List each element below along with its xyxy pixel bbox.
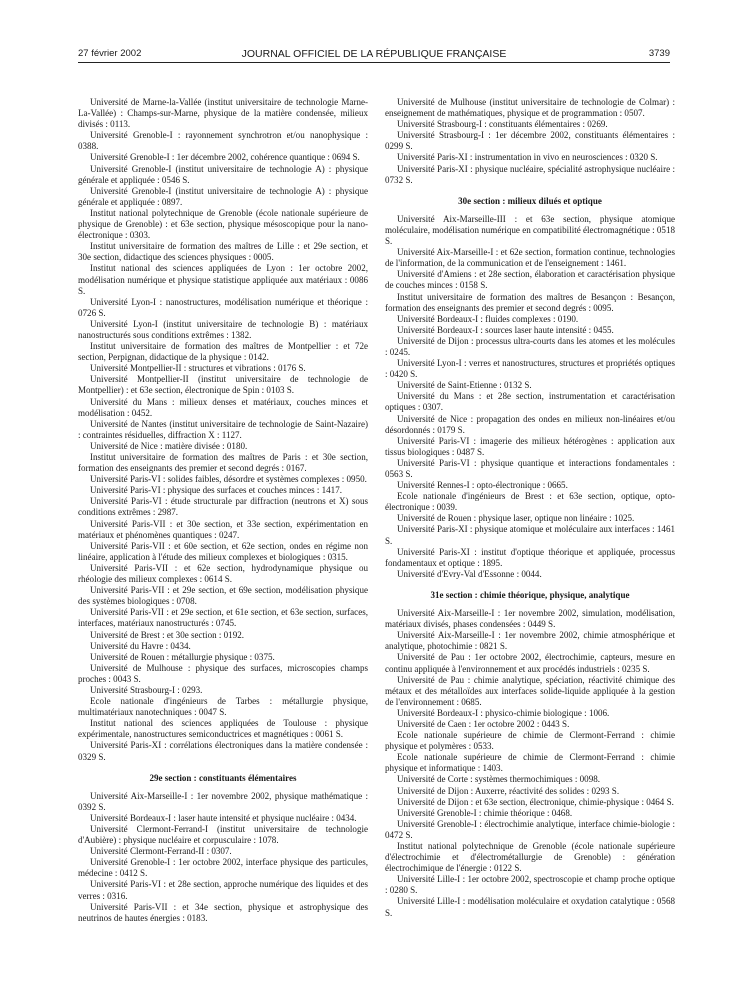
entry: Université Rennes-I : opto-électronique : 0665.: [397, 480, 568, 491]
entry: Université de Rouen : métallurgie physique : 0375.: [90, 651, 275, 662]
right-column: [385, 97, 675, 919]
entry: Université Paris-XI : institut d'optique théorique et appliquée, processus fondamentaux et optique : 1895.: [385, 546, 675, 568]
entry: Université de Nice : propagation des ondes en milieux non-linéaires et/ou désordonnés : 0179 S.: [385, 413, 675, 435]
entry: Université Grenoble-I : 1er octobre 2002, interface physique des particules, médecine : 0412 S.: [78, 857, 368, 879]
entry: Université Paris-XI : instrumentation in vivo en neurosciences : 0320 S.: [397, 152, 658, 163]
entry: Université Paris-VI : et 28e section, approche numérique des liquides et des verres : 0316.: [78, 879, 368, 901]
right-entries-a: [385, 97, 675, 186]
entry: Université Paris-VI : physique quantique et interactions fondamentales : 0563 S.: [385, 457, 675, 479]
entry: Ecole nationale d'ingénieurs de Tarbes : métallurgie physique, multimatériaux nanotechniques : 0047 S.: [78, 696, 368, 718]
entry: Université Paris-XI : corrélations électroniques dans la matière condensée : 0329 S.: [78, 740, 368, 762]
entry: Université Lyon-I (institut universitaire de technologie B) : matériaux nanostructurés sous conditions extrêmes : 1382.: [78, 318, 368, 340]
entry: Université Grenoble-I : rayonnement synchrotron et/ou nanophysique : 0388.: [78, 130, 368, 152]
left-entries-b: [78, 791, 368, 924]
entry: Université Aix-Marseille-I : et 62e section, formation continue, technologies de l'information, de la communication et de l'enseignement : 1461.: [385, 247, 675, 269]
entry: Université de Nantes (institut universitaire de technologie de Saint-Nazaire) : contraintes résiduelles, diffraction X : 1127.: [78, 418, 368, 440]
right-entries-c: [385, 608, 675, 919]
entry: Université Strasbourg-I : 0293.: [90, 684, 203, 695]
entry: Université Grenoble-I : 1er décembre 2002, cohérence quantique : 0694 S.: [90, 152, 360, 163]
entry: Institut universitaire de formation des maîtres de Montpellier : et 72e section, Perpignan, didactique de la physique : 0142.: [78, 341, 368, 363]
entry: Université Aix-Marseille-III : et 63e section, physique atomique moléculaire, modélisation numérique en compatibilité électromagnétique : 0518 S.: [385, 213, 675, 247]
entry: Université du Mans : milieux denses et matériaux, couches minces et modélisation : 0452.: [78, 396, 368, 418]
entry: Université de Dijon : et 63e section, électronique, chimie-physique : 0464 S.: [397, 796, 674, 807]
entry: Université Paris-VII : et 29e section, et 61e section, et 63e section, surfaces, interfaces, matériaux nanostructurés : 0745.: [78, 607, 368, 629]
entry: Université Paris-VI : physique des surfaces et couches minces : 1417.: [90, 485, 342, 496]
section-heading-29: 29e section : constituants élémentaires: [149, 772, 297, 783]
entry: Université de Dijon : Auxerre, réactivité des solides : 0293 S.: [397, 785, 620, 796]
issue-date: 27 février 2002: [78, 48, 142, 59]
section-heading-30: 30e section : milieux dilués et optique: [458, 195, 602, 206]
entry: Institut national des sciences appliquées de Toulouse : physique expérimentale, nanostructures semiconductrices et magnétiques : 0061 S.: [78, 718, 368, 740]
entry: Université Clermont-Ferrand-I (institut universitaire de technologie d'Aubière) : physique nucléaire et corpusculaire : 1078.: [78, 824, 368, 846]
entry: Université Paris-VII : et 30e section, et 33e section, expérimentation en matériaux et phénomènes quantiques : 0247.: [78, 518, 368, 540]
entry: Université Aix-Marseille-I : 1er novembre 2002, chimie atmosphérique et analytique, photochimie : 0821 S.: [385, 630, 675, 652]
entry: Ecole nationale d'ingénieurs de Brest : et 63e section, optique, opto-électronique : 0039.: [385, 491, 675, 513]
left-entries-a: [78, 97, 368, 763]
entry: Université du Mans : et 28e section, instrumentation et caractérisation optiques : 0307.: [385, 391, 675, 413]
entry: Ecole nationale supérieure de chimie de Clermont-Ferrand : chimie physique et polymères : 0533.: [385, 730, 675, 752]
entry: Université d'Amiens : et 28e section, élaboration et caractérisation physique de couches minces : 0158 S.: [385, 269, 675, 291]
entry: Institut universitaire de formation des maîtres de Lille : et 29e section, et 30e section, didactique des sciences physiques : 0005.: [78, 241, 368, 263]
entry: Université Paris-VI : solides faibles, désordre et systèmes complexes : 0950.: [90, 474, 367, 485]
entry: Institut universitaire de formation des maîtres de Paris : et 30e section, formation des enseignants des premier et second degrés : 0167.: [78, 452, 368, 474]
entry: Université de Marne-la-Vallée (institut universitaire de technologie Marne-La-Vallée) : Champs-sur-Marne, physique de la matière condensée, milieux divisés : 0113.: [78, 97, 368, 130]
entry: Université Strasbourg-I : 1er décembre 2002, constituants élémentaires : 0299 S.: [385, 130, 675, 152]
entry: Université Lyon-I : verres et nanostructures, structures et propriétés optiques : 0420 S.: [385, 358, 675, 380]
entry: Université de Mulhouse : physique des surfaces, microscopies champs proches : 0043 S.: [78, 662, 368, 684]
entry: Université Aix-Marseille-I : 1er novembre 2002, physique mathématique : 0392 S.: [78, 790, 368, 812]
entry: Université Bordeaux-I : laser haute intensité et physique nucléaire : 0434.: [90, 812, 357, 823]
entry: Université Bordeaux-I : sources laser haute intensité : 0455.: [397, 324, 614, 335]
entry: Institut national polytechnique de Grenoble (école nationale supérieure de physique de Grenoble) : et 63e section, physique mésoscopique pour la nano-électronique : 0303.: [78, 207, 368, 241]
entry: Université du Havre : 0434.: [90, 640, 191, 651]
entry: Université de Corte : systèmes thermochimiques : 0098.: [397, 774, 601, 785]
entry: Université de Dijon : processus ultra-courts dans les atomes et les molécules : 0245.: [385, 335, 675, 357]
entry: Université d'Evry-Val d'Essonne : 0044.: [397, 568, 542, 579]
entry: Université Grenoble-I : électrochimie analytique, interface chimie-biologie : 0472 S.: [385, 818, 675, 840]
entry: Université Lyon-I : nanostructures, modélisation numérique et théorique : 0726 S.: [78, 296, 368, 318]
entry: Université de Mulhouse (institut universitaire de technologie de Colmar) : enseignement de mathématiques, physique et de programmation : 0507.: [385, 97, 675, 119]
entry: Université Clermont-Ferrand-II : 0307.: [90, 846, 232, 857]
entry: Université Aix-Marseille-I : 1er novembre 2002, simulation, modélisation, matériaux divisés, phases condensées : 0449 S.: [385, 608, 675, 630]
entry: Université Paris-VII : et 34e section, physique et astrophysique des neutrinos de hautes énergies : 0183.: [78, 901, 368, 923]
entry: Université Paris-VII : et 62e section, hydrodynamique physique ou rhéologie des milieux complexes : 0614 S.: [78, 562, 368, 585]
entry: Institut national polytechnique de Grenoble (école nationale supérieure d'électrochimie et d'électrométallurgie de Grenoble) : génération électrochimique de l'énergie : 0122 S.: [385, 841, 675, 874]
page-number: 3739: [648, 48, 670, 59]
entry: Université Paris-VI : étude structurale par diffraction (neutrons et X) sous conditions extrêmes : 2987.: [78, 496, 368, 518]
entry: Université Montpellier-II : structures et vibrations : 0176 S.: [90, 363, 306, 374]
entry: Université de Rouen : physique laser, optique non linéaire : 1025.: [397, 513, 635, 524]
entry: Université de Caen : 1er octobre 2002 : 0443 S.: [397, 718, 570, 729]
entry: Ecole nationale supérieure de chimie de Clermont-Ferrand : chimie physique et informatique : 1403.: [385, 752, 675, 774]
entry: Université Paris-VI : imagerie des milieux hétérogènes : application aux tissus biologiques : 0487 S.: [385, 435, 675, 457]
entry: Institut national des sciences appliquées de Lyon : 1er octobre 2002, modélisation numérique et physique statistique appliquée aux matériaux : 0086 S.: [78, 263, 368, 296]
journal-title: JOURNAL OFFICIEL DE LA RÉPUBLIQUE FRANÇAISE: [241, 48, 507, 60]
entry: Institut universitaire de formation des maîtres de Besançon : Besançon, formation des enseignants des premier et second degrés : 0095.: [385, 291, 675, 313]
entry: Université de Saint-Etienne : 0132 S.: [397, 380, 532, 391]
entry: Université de Pau : 1er octobre 2002, électrochimie, capteurs, mesure en continu appliquée à l'environnement et aux procédés industriels : 0235 S.: [385, 652, 675, 674]
section-heading-31: 31e section : chimie théorique, physique, analytique: [430, 589, 630, 600]
entry: Université Bordeaux-I : physico-chimie biologique : 1006.: [397, 707, 610, 718]
entry: Université Grenoble-I : chimie théorique : 0468.: [397, 807, 573, 818]
entry: Université Grenoble-I (institut universitaire de technologie A) : physique générale et appliquée : 0546 S.: [78, 163, 368, 185]
entry: Université de Brest : et 30e section : 0192.: [90, 629, 245, 640]
entry: Université de Nice : matière divisée : 0180.: [90, 440, 248, 451]
entry: Université Grenoble-I (institut universitaire de technologie A) : physique générale et appliquée : 0897.: [78, 185, 368, 207]
header-rule: [78, 62, 670, 63]
entry: Université Lille-I : modélisation moléculaire et oxydation catalytique : 0568 S.: [385, 896, 675, 918]
entry: Université Paris-XI : physique nucléaire, spécialité astrophysique nucléaire : 0732 S.: [385, 163, 675, 185]
entry: Université Bordeaux-I : fluides complexes : 0190.: [397, 313, 579, 324]
entry: Université Paris-XI : physique atomique et moléculaire aux interfaces : 1461 S.: [385, 524, 675, 546]
entry: Université Paris-VII : et 29e section, et 69e section, modélisation physique des systèmes biologiques : 0708.: [78, 585, 368, 607]
entry: Université Lille-I : 1er octobre 2002, spectroscopie et champ proche optique : 0280 S.: [385, 874, 675, 896]
entry: Université Strasbourg-I : constituants élémentaires : 0269.: [397, 119, 608, 130]
entry: Université Paris-VII : et 60e section, et 62e section, ondes en régime non linéaire, application à l'étude des milieux complexes et biologiques : 0315.: [78, 540, 368, 562]
right-entries-b: [385, 214, 675, 580]
entry: Université de Pau : chimie analytique, spéciation, réactivité chimique des métaux et des métalloïdes aux interfaces solide-liquide appliquée à la gestion de l'environnement : 0685.: [385, 674, 675, 707]
left-column: [78, 97, 368, 924]
entry: Université Montpellier-II (institut universitaire de technologie de Montpellier) : et 63e section, électronique de Spin : 0103 S.: [78, 374, 368, 396]
